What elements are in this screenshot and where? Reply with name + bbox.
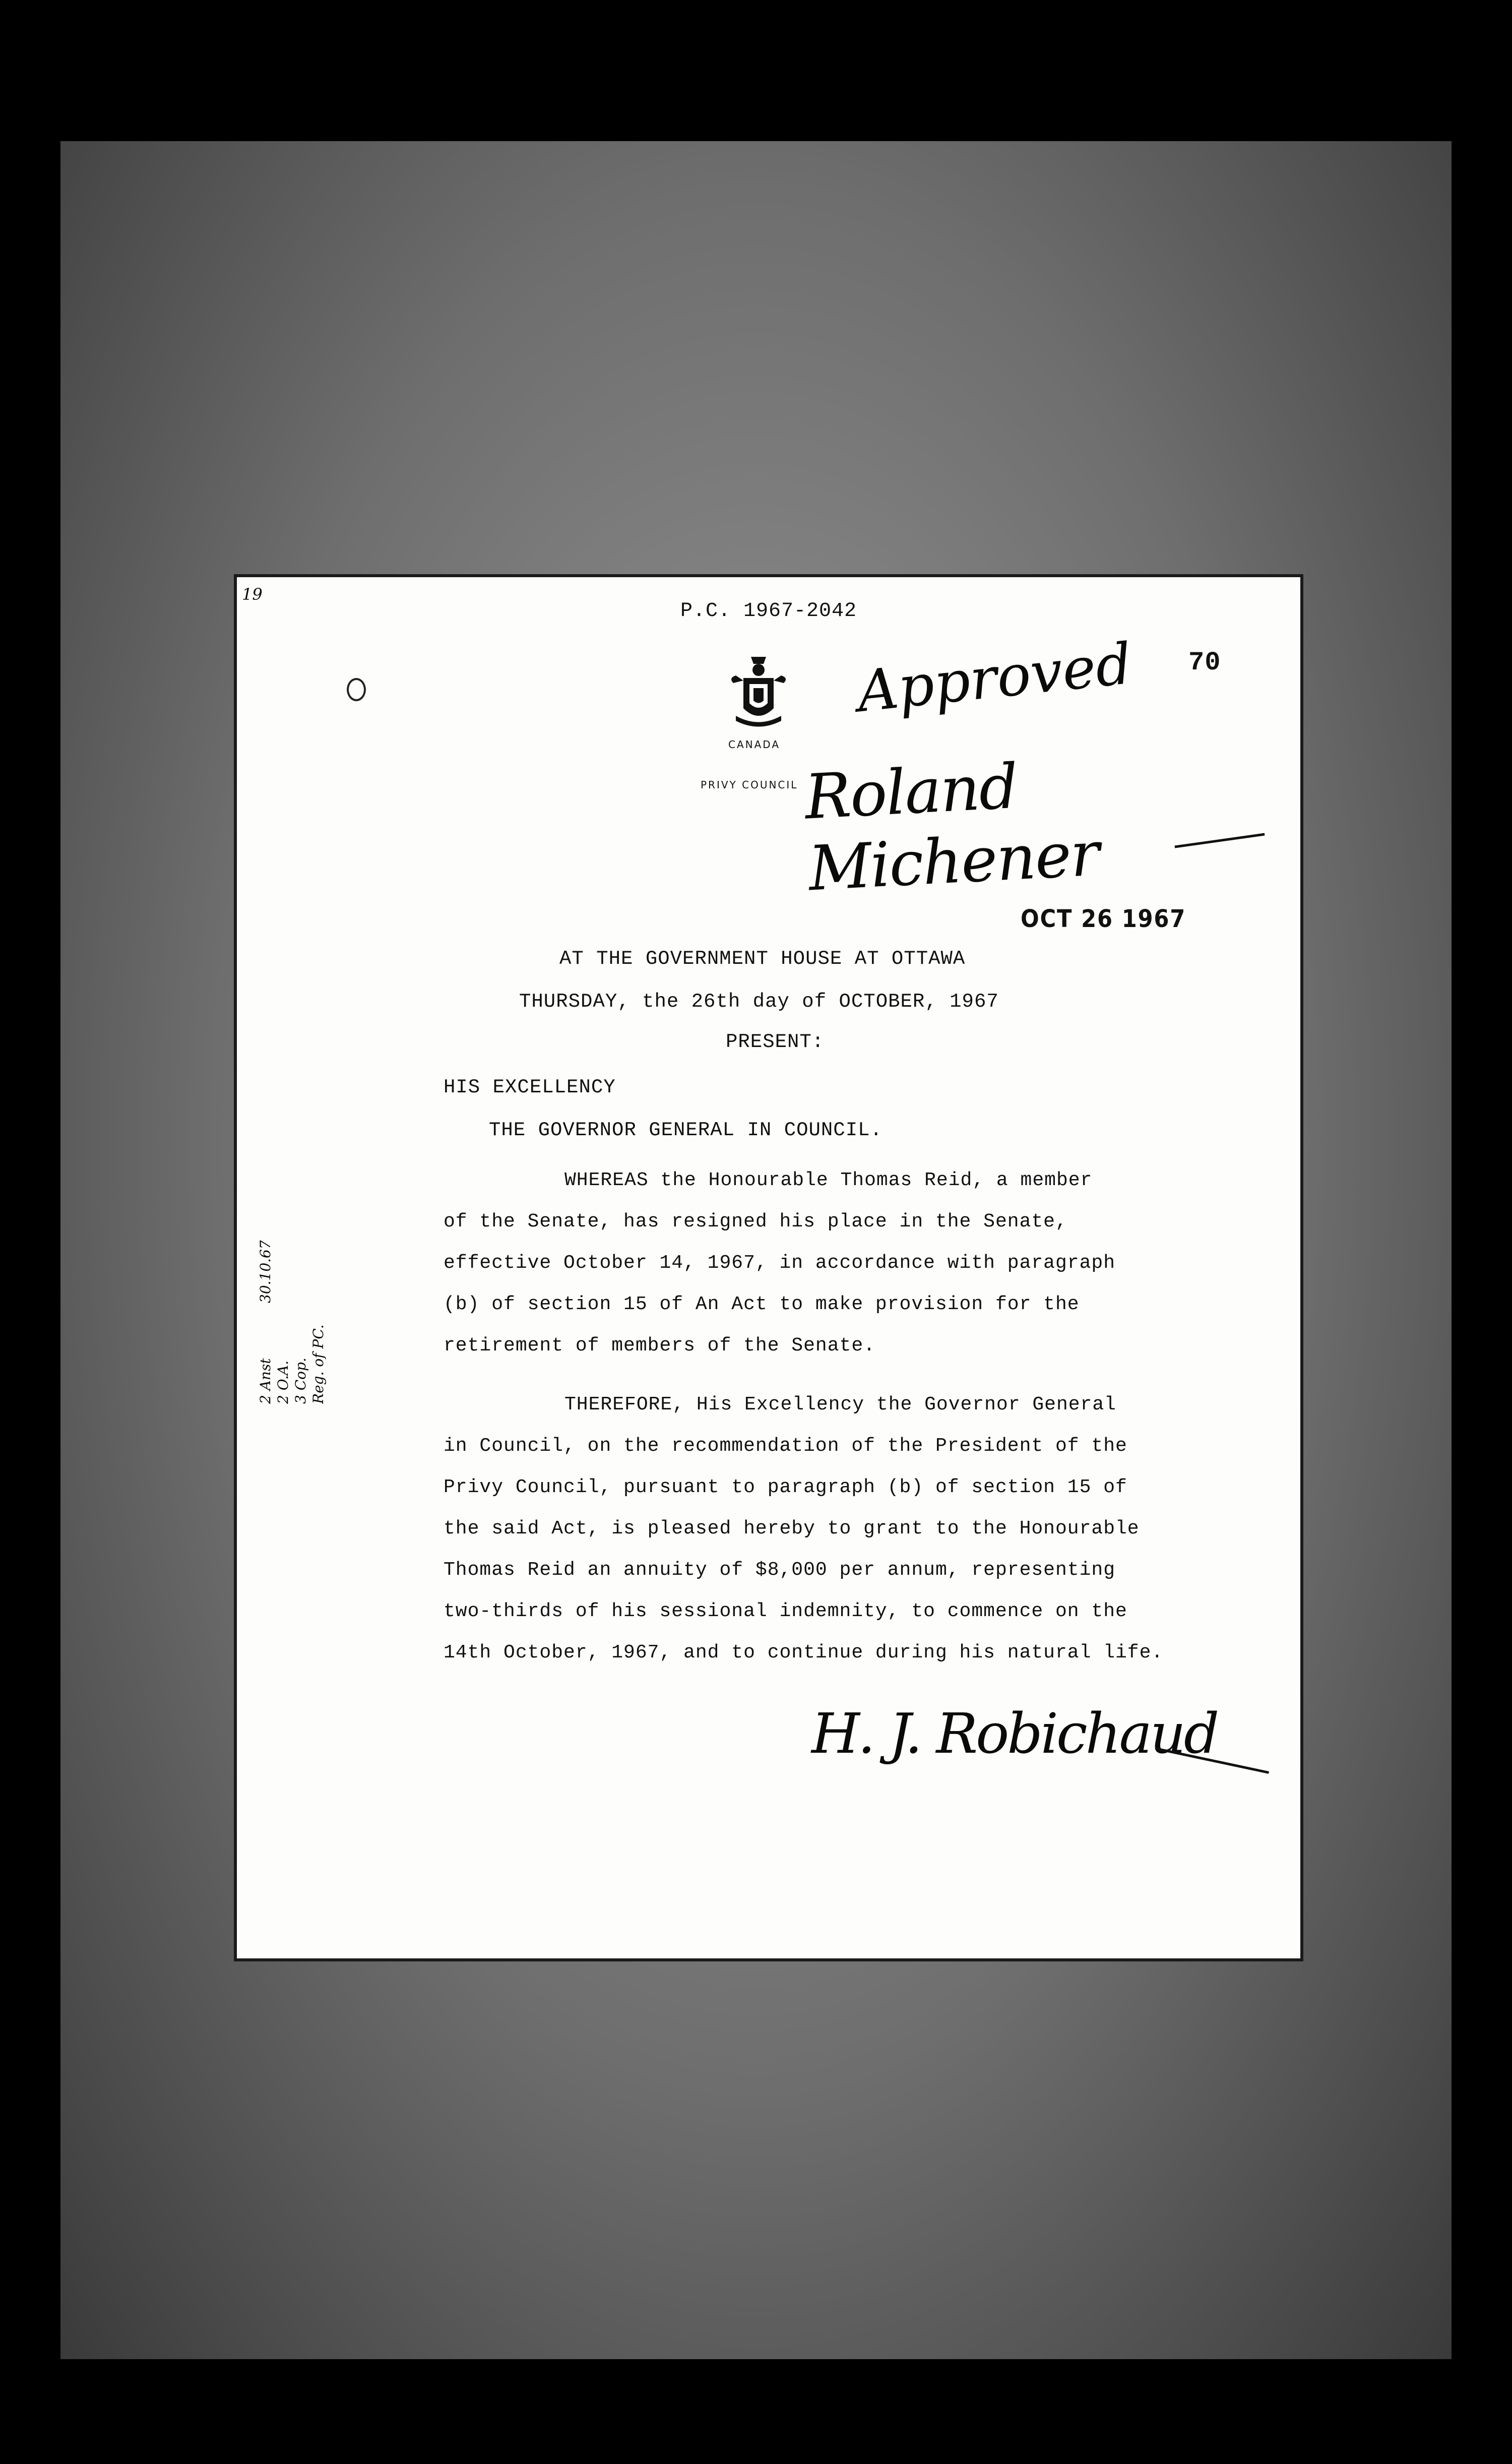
margin-note-line: 2 O.A. [275, 1360, 291, 1404]
therefore-line: Privy Council, pursuant to paragraph (b) of section 15 of [444, 1476, 1127, 1498]
whereas-line: WHEREAS the Honourable Thomas Reid, a member [564, 1169, 1093, 1191]
margin-note [257, 1212, 358, 1464]
date-stamp: OCT 26 1967 [1021, 905, 1186, 933]
therefore-line: Thomas Reid an annuity of $8,000 per annum, representing [444, 1559, 1116, 1581]
addressee-line-2: THE GOVERNOR GENERAL IN COUNCIL. [489, 1119, 883, 1141]
whereas-line: effective October 14, 1967, in accordance with paragraph [444, 1252, 1116, 1274]
pc-number: P.C. 1967-2042 [680, 600, 857, 623]
heading-present: PRESENT: [726, 1031, 825, 1053]
therefore-line: THEREFORE, His Excellency the Governor General [564, 1394, 1116, 1415]
margin-note-line: 3 Cop. [292, 1358, 309, 1404]
margin-note-line: Reg. of PC. [310, 1324, 327, 1404]
whereas-line: retirement of members of the Senate. [444, 1335, 875, 1357]
margin-note-line: 30.10.67 [257, 1240, 274, 1303]
clerk-signature: H. J. Robichaud [811, 1701, 1218, 1766]
punch-hole-icon [347, 678, 366, 701]
page-number: 70 [1188, 648, 1221, 677]
therefore-line: two-thirds of his sessional indemnity, to commence on the [444, 1600, 1127, 1622]
therefore-line: in Council, on the recommendation of the President of the [444, 1435, 1127, 1457]
whereas-line: (b) of section 15 of An Act to make provision for the [444, 1293, 1080, 1315]
governor-general-signature: Roland Michener [803, 750, 1101, 905]
margin-folio: 19 [242, 585, 263, 604]
coat-of-arms-icon [723, 653, 794, 733]
document-page [237, 577, 1300, 1958]
approved-handwriting: Approved [854, 631, 1135, 725]
therefore-line: the said Act, is pleased hereby to grant to the Honourable [444, 1518, 1140, 1539]
whereas-line: of the Senate, has resigned his place in the Senate, [444, 1211, 1067, 1233]
heading-date: THURSDAY, the 26th day of OCTOBER, 1967 [519, 991, 999, 1013]
therefore-line: 14th October, 1967, and to continue during his natural life. [444, 1642, 1164, 1664]
crest-caption-privy-council: PRIVY COUNCIL [701, 779, 798, 791]
margin-note-line: 2 Anst [257, 1358, 274, 1404]
heading-place: AT THE GOVERNMENT HOUSE AT OTTAWA [559, 948, 966, 970]
addressee-line-1: HIS EXCELLENCY [444, 1076, 616, 1098]
crest-caption-canada: CANADA [728, 738, 781, 751]
